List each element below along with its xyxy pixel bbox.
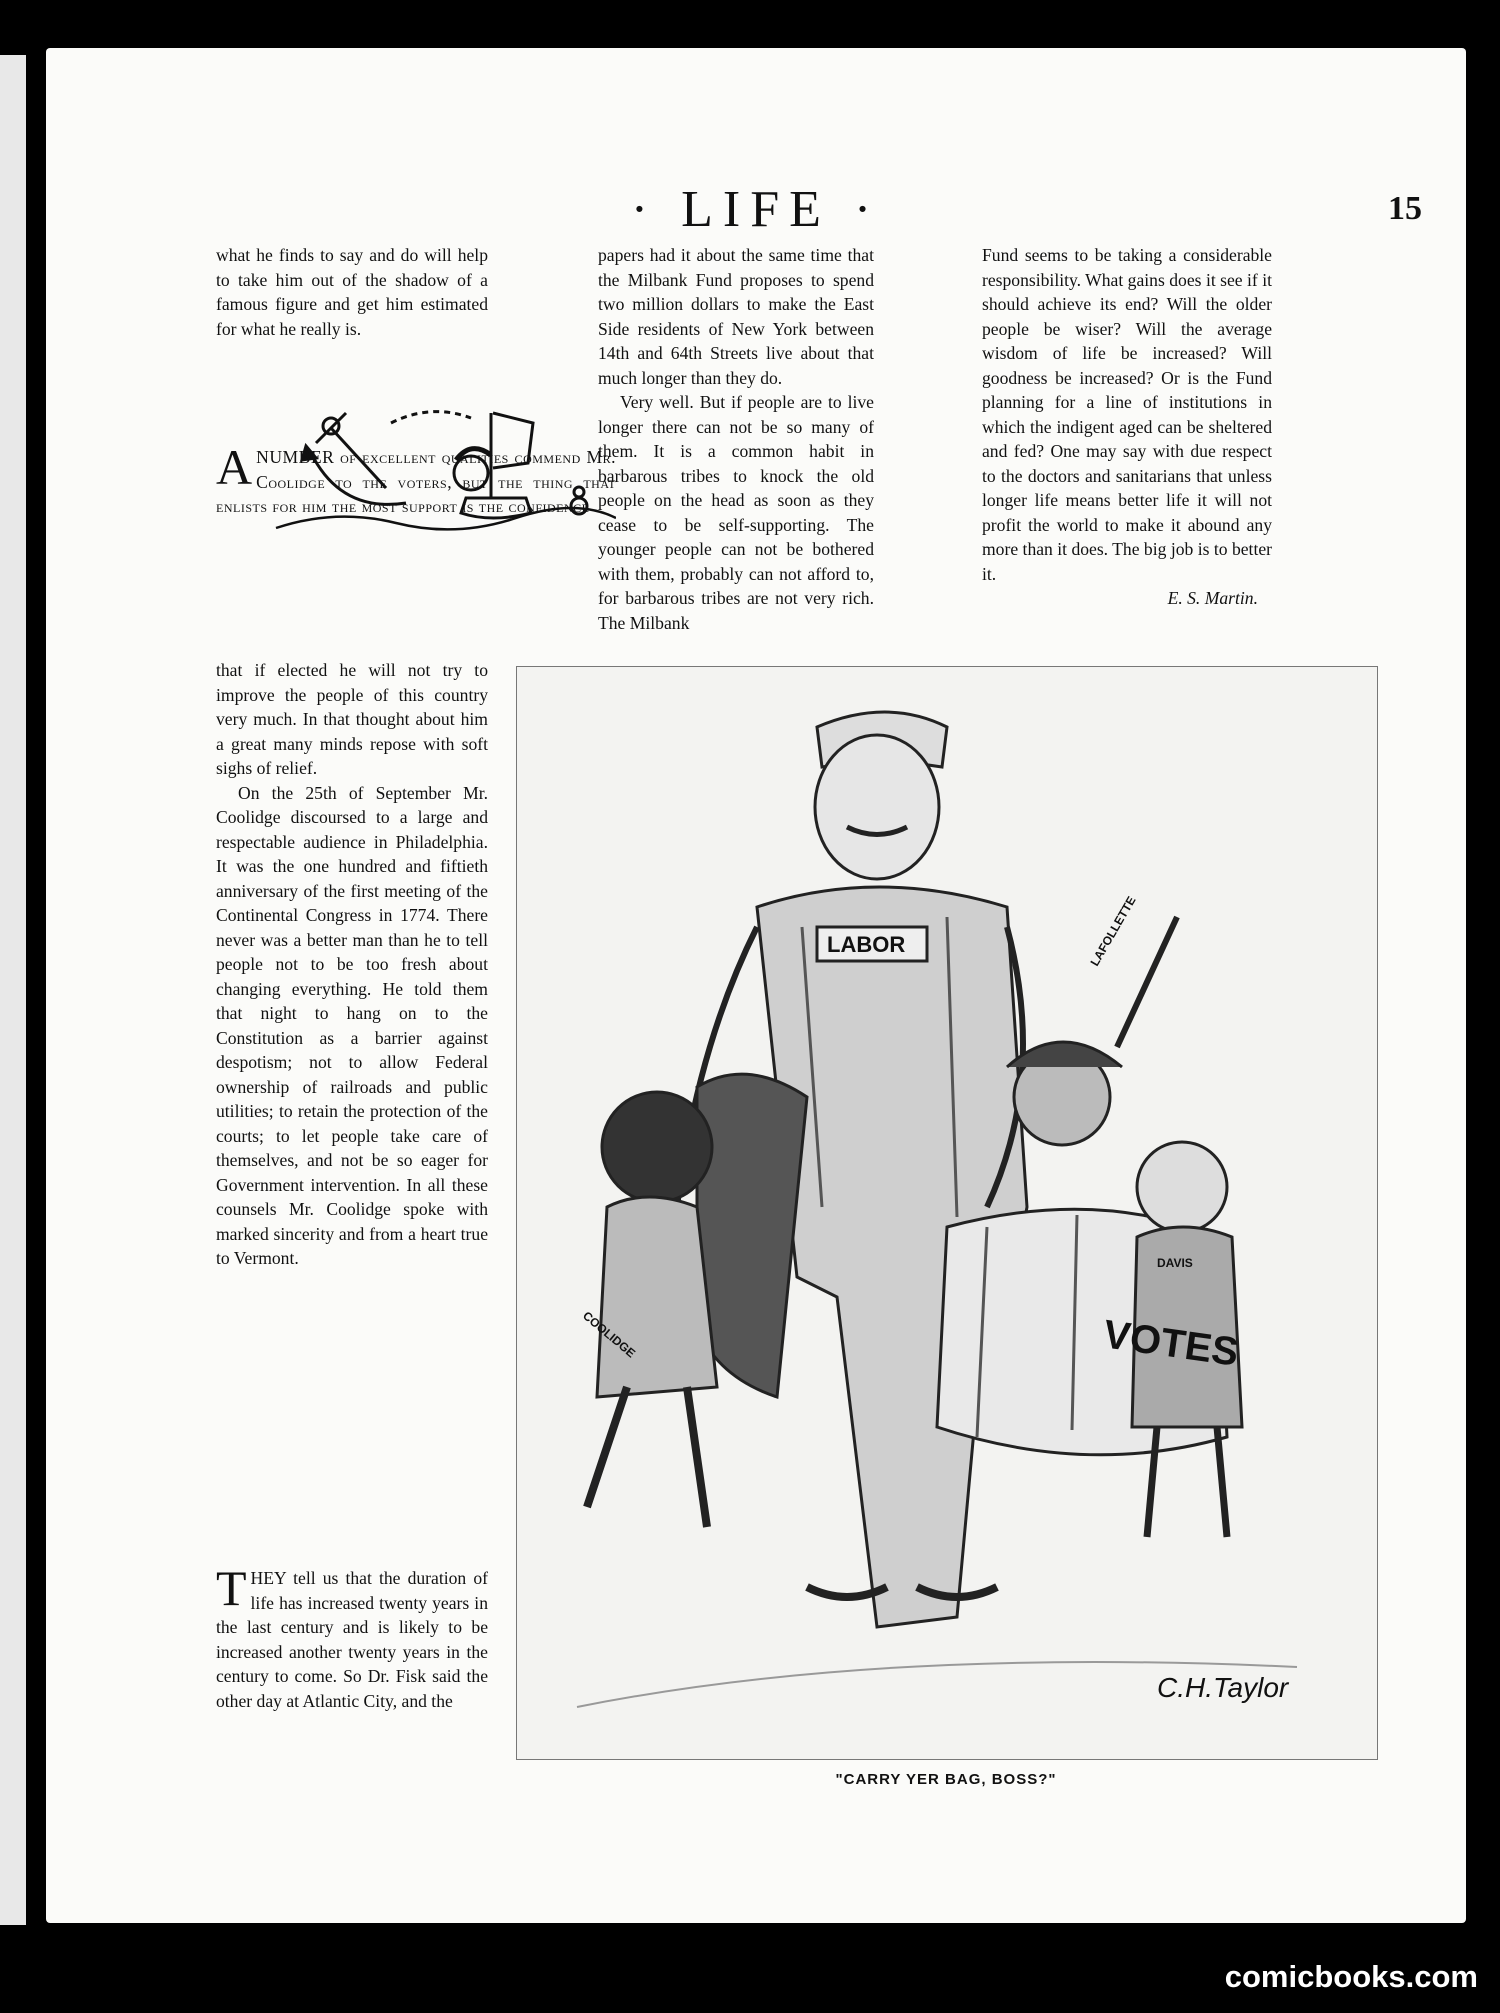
small-boy-label: COOLIDGE [580,1308,639,1361]
column-1-top [216,243,488,341]
lead-paragraph: NUMBER of excellent qualities commend Mr. Coolidge to the voters, but the thing that enlists for him the most support is the confidence [216,447,616,516]
col2-paragraph-2: Very well. But if people are to live longer there can not be so many of them. It is a common habit in barbarous tribes to knock the old people on the head as soon as they cease to be self-supporting. The younger people can not be bothered with them, probably can not afford to, for barbarous tribes are not very rich. The Milbank [598,392,874,633]
artist-signature: C.H.Taylor [1157,1672,1289,1703]
political-cartoon [516,666,1378,1760]
adjacent-page-edge [0,55,26,1925]
byline: E. S. Martin. [1167,588,1258,608]
page-number: 15 [1388,190,1422,227]
col2-paragraph-1: papers had it about the same time that the Milbank Fund proposes to spend two million dollars to make the East Side residents of New York between 14th and 64th Streets live about that much longer than they do. [598,245,874,388]
hat-label: LAFOLLETTE [1087,893,1139,969]
drop-cap-a: A [216,439,253,495]
drop-cap-t: T [216,1560,247,1616]
bag-label: VOTES [1100,1312,1242,1375]
watermark: comicbooks.com [1224,1959,1478,1994]
magazine-page [46,48,1466,1923]
cartoon-drawing [517,667,1377,1759]
col3-paragraph-1: Fund seems to be taking a considerable responsibility. What gains does it see if it should achieve its end? Will the older people be wiser? Will the average wisdom of life be increased? Will goodness be increased? Or is the Fund planning for a line of institutions in which the indigent aged can be sheltered and fed? One may say with due respect to the doctors and sanitarians that unless longer life means better life it will not profit the world to make it abound any more than it does. The big job is to better it. [982,245,1272,584]
paragraph-1: that if elected he will not try to improve the people of this country very much. In that thought about him a great many minds repose with soft sighs of relief. [216,660,488,778]
coolidge-article-body [216,658,488,1271]
coolidge-article-lead [216,439,616,519]
right-boy-label: DAVIS [1157,1256,1193,1270]
paragraph-2: On the 25th of September Mr. Coolidge discoursed to a large and respectable audience in Philadelphia. It was the one hundred and fiftieth anniversary of the first meeting of the Continental Congress in 1774. There never was a better man than he to tell people not to be too fresh about changing everything. He told them that night to hang on to the Constitution as a barrier against despotism; not to allow Federal ownership of railroads and public utilities; to retain the protection of the courts; to let people take care of themselves, and not be so eager for Government intervention. In all these counsels Mr. Coolidge spoke with marked sincerity and from a heart true to Vermont. [216,782,488,1268]
masthead-title: · LIFE · [630,181,882,238]
column-2 [598,243,874,635]
life-article [216,1560,488,1713]
apron-label: LABOR [827,932,906,957]
column-3 [982,243,1272,611]
paragraph-continuation: what he finds to say and do will help to take him out of the shadow of a famous figure and get him estimated for what he really is. [216,245,488,339]
cartoon-caption: "CARRY YER BAG, BOSS?" [835,1771,1057,1788]
life-paragraph: HEY tell us that the duration of life has increased twenty years in the last century and is likely to be increased another twenty years in the century to come. So Dr. Fisk said the other day at Atlantic City, and the [216,1568,488,1711]
